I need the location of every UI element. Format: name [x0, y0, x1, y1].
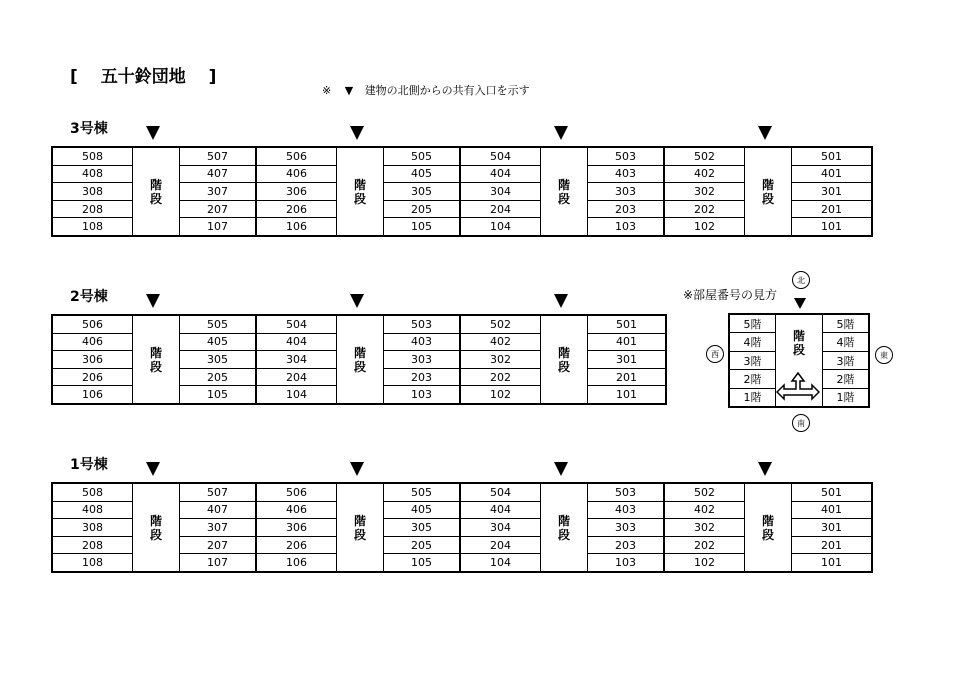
entrance-note — [322, 82, 530, 98]
stairwell-unit — [257, 484, 461, 571]
legend-title: ※部屋番号の見方 — [683, 288, 778, 302]
room-number: 206 — [257, 537, 336, 555]
room-number: 405 — [384, 502, 459, 520]
room-number: 203 — [588, 201, 663, 219]
room-number: 204 — [461, 201, 540, 219]
room-column-right — [792, 484, 871, 571]
room-number: 304 — [257, 351, 336, 369]
room-column-right — [792, 148, 871, 235]
room-number: 103 — [615, 556, 636, 570]
room-number: 307 — [180, 519, 255, 537]
legend-floor: 2階 — [730, 370, 775, 388]
room-number: 304 — [461, 183, 540, 201]
room-number: 407 — [180, 502, 255, 520]
room-number: 302 — [665, 519, 744, 537]
room-number: 502 — [461, 316, 540, 334]
room-number: 306 — [257, 183, 336, 201]
room-column-right — [180, 316, 255, 403]
stairwell-unit — [665, 484, 871, 571]
room-number: 106 — [286, 220, 307, 234]
room-number: 102 — [694, 220, 715, 234]
room-number: 106 — [82, 388, 103, 402]
room-number-legend — [728, 313, 870, 408]
room-number: 402 — [665, 166, 744, 184]
room-number: 503 — [384, 316, 459, 334]
room-number: 204 — [257, 369, 336, 387]
room-number: 203 — [588, 537, 663, 555]
room-number: 506 — [53, 316, 132, 334]
room-column-right — [588, 484, 663, 571]
legend-floor: 3階 — [730, 352, 775, 370]
room-number: 308 — [53, 519, 132, 537]
entrance-triangle-icon — [758, 462, 772, 476]
room-number: 206 — [257, 201, 336, 219]
room-number: 506 — [257, 484, 336, 502]
room-number: 403 — [588, 502, 663, 520]
room-number: 401 — [588, 334, 665, 352]
room-number: 408 — [53, 502, 132, 520]
room-column-right — [180, 484, 255, 571]
room-number: 101 — [821, 556, 842, 570]
room-number: 108 — [82, 220, 103, 234]
stairs-label: 階 段 — [132, 316, 180, 403]
room-number: 101 — [821, 220, 842, 234]
room-column-left — [461, 148, 540, 235]
room-number: 504 — [257, 316, 336, 334]
room-column-left — [53, 484, 132, 571]
page-title: [ 五十鈴団地 ] — [70, 67, 217, 87]
building-label: 1号棟 — [70, 457, 108, 473]
room-number: 304 — [461, 519, 540, 537]
room-number: 303 — [588, 519, 663, 537]
legend-right-floors — [823, 315, 868, 406]
room-number: 205 — [180, 369, 255, 387]
stairwell-unit — [665, 148, 871, 235]
room-number: 104 — [286, 388, 307, 402]
room-column-right — [180, 148, 255, 235]
room-number: 402 — [461, 334, 540, 352]
room-number: 503 — [588, 484, 663, 502]
room-number: 305 — [180, 351, 255, 369]
note-text: 建物の北側からの共有入口を示す — [364, 84, 530, 97]
stairwell-unit — [257, 316, 461, 403]
legend-floor: 5階 — [823, 315, 868, 333]
room-number: 502 — [665, 148, 744, 166]
entrance-triangle-icon — [554, 294, 568, 308]
room-number: 301 — [588, 351, 665, 369]
room-number: 301 — [792, 183, 871, 201]
stairwell-unit — [53, 484, 257, 571]
stairwell-unit — [257, 148, 461, 235]
room-number: 102 — [694, 556, 715, 570]
room-column-left — [53, 148, 132, 235]
stairs-label: 階 段 — [744, 148, 792, 235]
building-floorplan — [51, 482, 873, 573]
room-number: 404 — [461, 502, 540, 520]
room-number: 305 — [384, 183, 459, 201]
room-number: 508 — [53, 484, 132, 502]
room-number: 507 — [180, 148, 255, 166]
room-number: 103 — [411, 388, 432, 402]
room-number: 201 — [588, 369, 665, 387]
legend-entrance-triangle-icon — [794, 298, 806, 309]
room-column-left — [257, 316, 336, 403]
room-column-right — [384, 148, 459, 235]
stairs-label: 階 段 — [744, 484, 792, 571]
legend-floor: 1階 — [743, 391, 762, 405]
building-floorplan — [51, 146, 873, 237]
stairs-label: 階 段 — [336, 484, 384, 571]
room-number: 504 — [461, 148, 540, 166]
room-column-right — [384, 316, 459, 403]
room-number: 407 — [180, 166, 255, 184]
room-column-left — [665, 148, 744, 235]
room-number: 302 — [461, 351, 540, 369]
room-number: 404 — [257, 334, 336, 352]
room-number: 406 — [257, 166, 336, 184]
legend-stairs — [775, 315, 823, 406]
room-number: 303 — [384, 351, 459, 369]
stairs-direction-arrows-icon — [776, 367, 820, 407]
room-number: 105 — [411, 220, 432, 234]
room-number: 401 — [792, 166, 871, 184]
room-number: 403 — [384, 334, 459, 352]
room-number: 508 — [53, 148, 132, 166]
room-number: 406 — [53, 334, 132, 352]
room-column-right — [588, 316, 665, 403]
room-number: 401 — [792, 502, 871, 520]
room-number: 402 — [665, 502, 744, 520]
stairs-label: 階 段 — [132, 148, 180, 235]
room-number: 505 — [384, 148, 459, 166]
room-number: 403 — [588, 166, 663, 184]
room-number: 103 — [615, 220, 636, 234]
room-column-right — [588, 148, 663, 235]
legend-left-floors — [730, 315, 775, 406]
entrance-triangle-icon: ▼ — [344, 84, 354, 97]
room-number: 105 — [411, 556, 432, 570]
legend-floor: 3階 — [823, 352, 868, 370]
room-number: 208 — [53, 537, 132, 555]
stairs-label: 階 段 — [132, 484, 180, 571]
stairs-label: 階 段 — [540, 484, 588, 571]
room-number: 501 — [588, 316, 665, 334]
room-number: 205 — [384, 201, 459, 219]
stairwell-unit — [461, 148, 665, 235]
legend-floor: 4階 — [823, 333, 868, 351]
room-number: 107 — [207, 556, 228, 570]
room-column-left — [461, 484, 540, 571]
room-number: 307 — [180, 183, 255, 201]
room-number: 308 — [53, 183, 132, 201]
room-number: 108 — [82, 556, 103, 570]
room-number: 104 — [490, 556, 511, 570]
entrance-triangle-icon — [554, 462, 568, 476]
room-number: 207 — [180, 201, 255, 219]
room-number: 506 — [257, 148, 336, 166]
stairs-label: 階 段 — [540, 148, 588, 235]
room-number: 505 — [384, 484, 459, 502]
room-number: 201 — [792, 201, 871, 219]
note-mark: ※ — [322, 84, 332, 97]
stairwell-unit — [53, 148, 257, 235]
legend-stairs-label: 階 段 — [792, 329, 805, 357]
compass-north: 北 — [792, 271, 810, 289]
room-number: 306 — [53, 351, 132, 369]
room-number: 505 — [180, 316, 255, 334]
room-column-left — [257, 484, 336, 571]
room-number: 106 — [286, 556, 307, 570]
room-number: 204 — [461, 537, 540, 555]
room-column-left — [665, 484, 744, 571]
room-number: 203 — [384, 369, 459, 387]
stairs-label: 階 段 — [540, 316, 588, 403]
room-number: 408 — [53, 166, 132, 184]
room-number: 206 — [53, 369, 132, 387]
room-number: 208 — [53, 201, 132, 219]
room-number: 405 — [180, 334, 255, 352]
entrance-triangle-icon — [350, 126, 364, 140]
room-number: 207 — [180, 537, 255, 555]
room-number: 202 — [665, 537, 744, 555]
room-column-left — [257, 148, 336, 235]
legend-floor: 2階 — [823, 370, 868, 388]
room-number: 107 — [207, 220, 228, 234]
room-number: 305 — [384, 519, 459, 537]
entrance-triangle-icon — [146, 294, 160, 308]
stairs-label: 階 段 — [336, 316, 384, 403]
room-number: 102 — [490, 388, 511, 402]
room-number: 202 — [461, 369, 540, 387]
room-number: 502 — [665, 484, 744, 502]
building-label: 2号棟 — [70, 289, 108, 305]
stairwell-unit — [53, 316, 257, 403]
building-label: 3号棟 — [70, 121, 108, 137]
stairwell-unit — [461, 484, 665, 571]
room-number: 301 — [792, 519, 871, 537]
room-number: 507 — [180, 484, 255, 502]
room-number: 302 — [665, 183, 744, 201]
room-number: 105 — [207, 388, 228, 402]
room-number: 501 — [792, 484, 871, 502]
entrance-triangle-icon — [350, 462, 364, 476]
room-number: 306 — [257, 519, 336, 537]
compass-south: 南 — [792, 414, 810, 432]
room-number: 201 — [792, 537, 871, 555]
stairs-label: 階 段 — [336, 148, 384, 235]
legend-floor: 4階 — [730, 333, 775, 351]
room-column-left — [461, 316, 540, 403]
building-floorplan — [51, 314, 667, 405]
room-number: 205 — [384, 537, 459, 555]
entrance-triangle-icon — [146, 126, 160, 140]
room-number: 101 — [616, 388, 637, 402]
legend-floor: 5階 — [730, 315, 775, 333]
legend-floor: 1階 — [836, 391, 855, 405]
room-number: 404 — [461, 166, 540, 184]
compass-east: 東 — [875, 346, 893, 364]
room-number: 104 — [490, 220, 511, 234]
room-column-right — [384, 484, 459, 571]
room-number: 406 — [257, 502, 336, 520]
entrance-triangle-icon — [554, 126, 568, 140]
compass-west: 西 — [706, 345, 724, 363]
entrance-triangle-icon — [146, 462, 160, 476]
entrance-triangle-icon — [350, 294, 364, 308]
stairwell-unit — [461, 316, 665, 403]
room-number: 503 — [588, 148, 663, 166]
entrance-triangle-icon — [758, 126, 772, 140]
room-number: 202 — [665, 201, 744, 219]
room-number: 504 — [461, 484, 540, 502]
room-number: 501 — [792, 148, 871, 166]
room-number: 303 — [588, 183, 663, 201]
room-column-left — [53, 316, 132, 403]
room-number: 405 — [384, 166, 459, 184]
